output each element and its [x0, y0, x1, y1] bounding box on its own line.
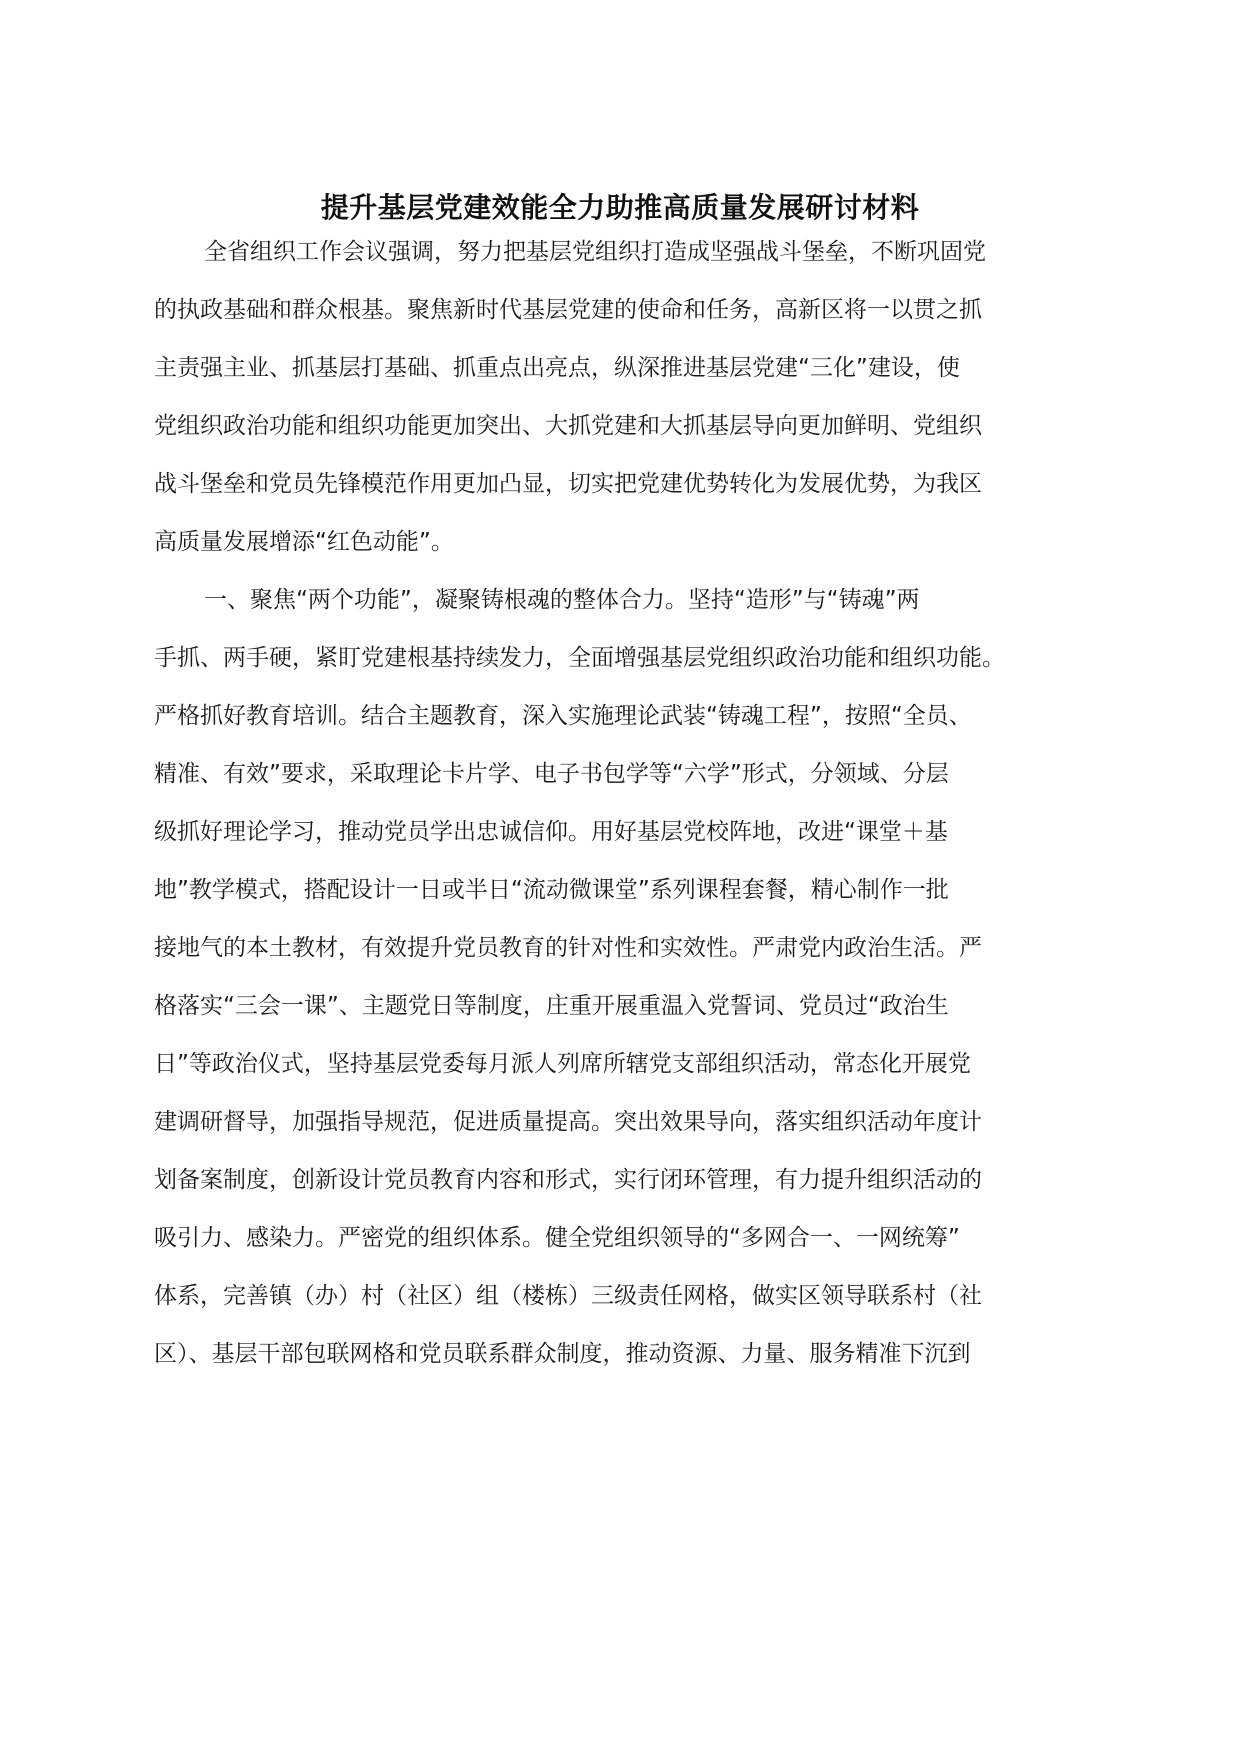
paragraph-1-line: 高质量发展增添“红色动能”。 [154, 529, 454, 555]
paragraph-1-line: 主责强主业、抓基层打基础、抓重点出亮点，纵深推进基层党建“三化”建设，使 [154, 355, 960, 381]
paragraph-2-line: 接地气的本土教材，有效提升党员教育的针对性和实效性。严肃党内政治生活。严 [154, 935, 982, 961]
paragraph-1-line: 战斗堡垒和党员先锋模范作用更加凸显，切实把党建优势转化为发展优势，为我区 [154, 471, 982, 497]
paragraph-2-line: 严格抓好教育培训。结合主题教育，深入实施理论武装“铸魂工程”，按照“全员、 [154, 703, 972, 729]
paragraph-2-line: 吸引力、感染力。严密党的组织体系。健全党组织领导的“多网合一、一网统筹” [154, 1225, 960, 1251]
paragraph-2-line: 划备案制度，创新设计党员教育内容和形式，实行闭环管理，有力提升组织活动的 [154, 1167, 982, 1193]
paragraph-2-line: 精准、有效”要求，采取理论卡片学、电子书包学等“六学”形式，分领域、分层 [154, 761, 949, 787]
paragraph-2-line: 建调研督导，加强指导规范，促进质量提高。突出效果导向，落实组织活动年度计 [154, 1109, 982, 1135]
paragraph-2-line: 体系，完善镇（办）村（社区）组（楼栋）三级责任网格，做实区领导联系村（社 [154, 1283, 982, 1309]
paragraph-1-line: 党组织政治功能和组织功能更加突出、大抓党建和大抓基层导向更加鲜明、党组织 [154, 413, 982, 439]
paragraph-2-line: 地”教学模式，搭配设计一日或半日“流动微课堂”系列课程套餐，精心制作一批 [154, 877, 949, 903]
paragraph-2-line: 一、聚焦“两个功能”，凝聚铸根魂的整体合力。坚持“造形”与“铸魂”两 [204, 587, 920, 613]
paragraph-1-line: 全省组织工作会议强调，努力把基层党组织打造成坚强战斗堡垒，不断巩固党 [204, 239, 986, 265]
paragraph-1-line: 的执政基础和群众根基。聚焦新时代基层党建的使命和任务，高新区将一以贯之抓 [154, 297, 982, 323]
paragraph-2-line: 级抓好理论学习，推动党员学出忠诚信仰。用好基层党校阵地，改进“课堂＋基 [154, 819, 948, 845]
paragraph-2-line: 手抓、两手硬，紧盯党建根基持续发力，全面增强基层党组织政治功能和组织功能。 [154, 645, 1005, 671]
paragraph-2-line: 格落实“三会一课”、主题党日等制度，庄重开展重温入党誓词、党员过“政治生 [154, 993, 949, 1019]
paragraph-2-line: 日”等政治仪式，坚持基层党委每月派人列席所辖党支部组织活动，常态化开展党 [154, 1051, 971, 1077]
paragraph-2-line: 区）、基层干部包联网格和党员联系群众制度，推动资源、力量、服务精准下沉到 [154, 1341, 971, 1367]
document-title: 提升基层党建效能全力助推高质量发展研讨材料 [320, 191, 920, 224]
